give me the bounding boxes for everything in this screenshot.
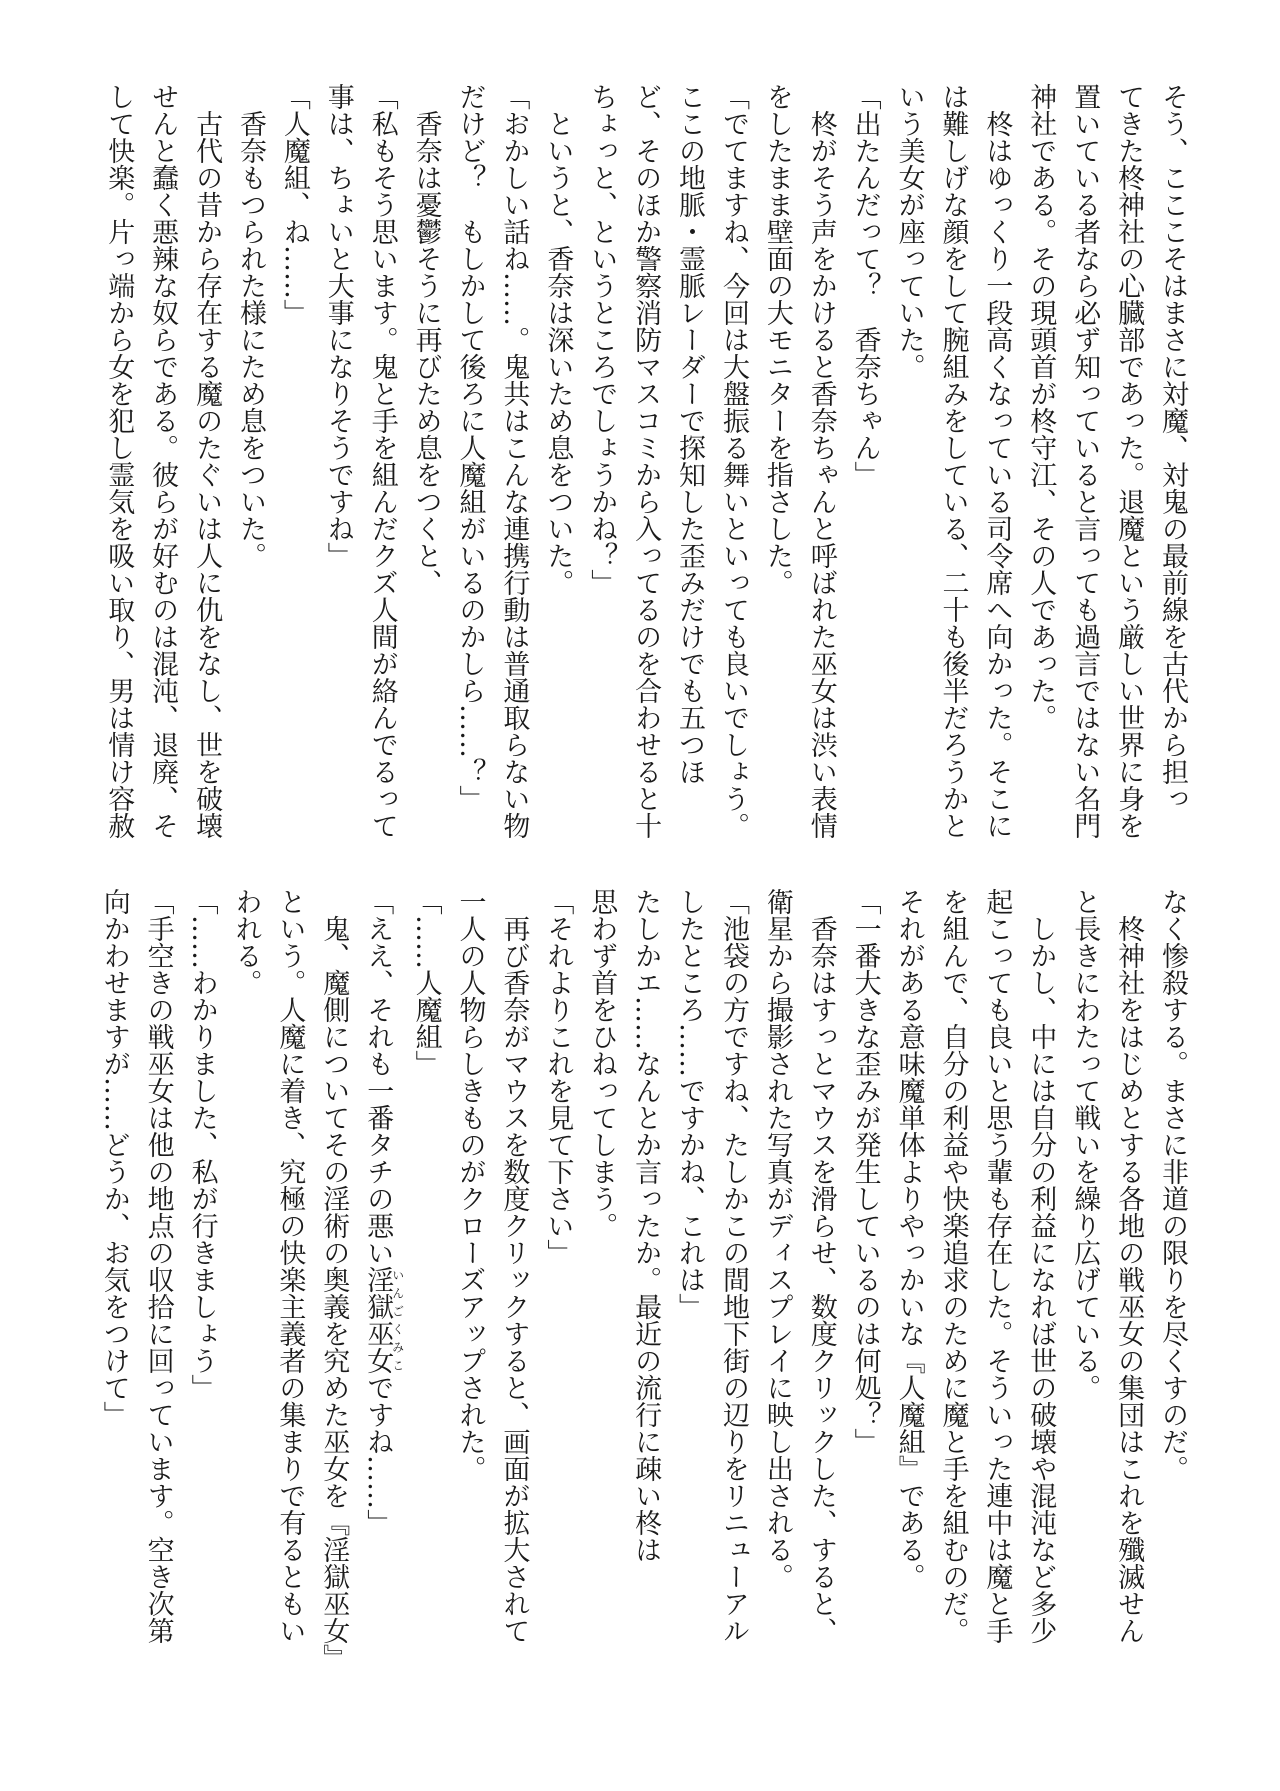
text-line: そう、こここそはまさに対魔、対鬼の最前線を古代から担っ: [1157, 83, 1188, 812]
text-line: を組んで、自分の利益や快楽追求のために魔と手を組むのだ。: [937, 888, 969, 1644]
text-line: 「私もそう思います。鬼と手を組んだクズ人間が絡んでるって: [366, 83, 398, 839]
text-line: しかし、中には自分の利益になれば世の破壊や混沌など多少: [1025, 888, 1057, 1644]
text-line: ど、そのほか警察消防マスコミから入ってるのを合わせると十: [630, 83, 662, 839]
upper-text-block: [96, 83, 1194, 843]
text-line: 「……人魔組」: [410, 888, 442, 1077]
text-line: 「……わかりました、私が行きましょう」: [186, 888, 218, 1401]
lower-text-block: [92, 888, 1194, 1671]
text-line: ここの地脈・霊脈レーダーで探知した歪みだけでも五つほ: [674, 83, 706, 785]
text-line: 香奈もつられた様にため息をついた。: [234, 83, 266, 569]
ruby-reading: いんごくみこ: [390, 1266, 405, 1374]
text-line: 「おかしい話ね……。鬼共はこんな連携行動は普通取らない物: [498, 83, 530, 839]
text-line: だけど？ もしかして後ろに人魔組がいるのかしら……？」: [454, 83, 486, 812]
text-line: てきた柊神社の心臓部であった。退魔という厳しい世界に身を: [1113, 83, 1145, 839]
text-line: 「手空きの戦巫女は他の地点の収拾に回っています。空き次第: [142, 888, 174, 1644]
text-line: 起こっても良いと思う輩も存在した。そういった連中は魔と手: [981, 888, 1013, 1644]
text-line: をしたまま壁面の大モニターを指さした。: [761, 83, 793, 596]
text-line: いう美女が座っていた。: [893, 83, 925, 380]
text-line: 神社である。その現頭首が柊守江、その人であった。: [1025, 83, 1057, 731]
text-line: というと、香奈は深いため息をついた。: [542, 83, 574, 596]
text-line: ちょっと、というところでしょうかね？」: [586, 83, 618, 596]
text-line: は難しげな顔をして腕組みをしている、二十も後半だろうかと: [937, 83, 969, 839]
text-line: 「池袋の方ですね、たしかこの間地下街の辺りをリニューアル: [717, 888, 749, 1644]
text-line: 一人の人物らしきものがクローズアップされた。: [454, 888, 486, 1482]
text-line: と長きにわたって戦いを繰り広げている。: [1069, 888, 1101, 1401]
ruby-line-post: ですね……」: [362, 1374, 394, 1536]
text-line: われる。: [230, 888, 262, 996]
ruby-base: 淫獄巫女: [362, 1266, 394, 1374]
text-line: 「一番大きな歪みが発生しているのは何処？」: [849, 888, 881, 1455]
text-line: したところ……ですかね、これは」: [674, 888, 706, 1320]
text-line: 柊はゆっくり一段高くなっている司令席へ向かった。そこに: [981, 83, 1013, 839]
text-line: 再び香奈がマウスを数度クリックすると、画面が拡大されて: [498, 888, 530, 1644]
ruby-term: [362, 1266, 405, 1374]
text-line: 鬼、魔側についてその淫術の奥義を究めた巫女を『淫獄巫女』: [318, 888, 350, 1671]
text-line: それがある意味魔単体よりやっかいな『人魔組』である。: [893, 888, 925, 1590]
text-line: 柊神社をはじめとする各地の戦巫女の集団はこれを殲滅せん: [1113, 888, 1145, 1644]
text-line: 置いている者なら必ず知っていると言っても過言ではない名門: [1069, 83, 1101, 839]
text-line: 「でてますね、今回は大盤振る舞いといっても良いでしょう。: [717, 83, 749, 839]
text-line: 「それよりこれを見て下さい」: [542, 888, 574, 1266]
text-line: という。人魔に着き、究極の快楽主義者の集まりで有るともい: [274, 888, 306, 1644]
text-line: 向かわせますが……どうか、お気をつけて」: [98, 888, 130, 1428]
text-line: 香奈はすっとマウスを滑らせ、数度クリックした、すると、: [805, 888, 837, 1644]
text-line: 衛星から撮影された写真がディスプレイに映し出される。: [761, 888, 793, 1590]
text-line: 柊がそう声をかけると香奈ちゃんと呼ばれた巫女は渋い表情: [805, 83, 837, 839]
text-line-ruby: [355, 888, 403, 1648]
text-line: して快楽。片っ端から女を犯し霊気を吸い取り、男は情け容赦: [103, 83, 135, 839]
text-line: 「人魔組、ね……」: [278, 83, 310, 326]
text-line: せんと蠢く悪辣な奴らである。彼らが好むのは混沌、退廃、そ: [147, 83, 179, 839]
text-line: 「出たんだって？ 香奈ちゃん」: [849, 83, 881, 488]
text-line: なく惨殺する。まさに非道の限りを尽くすのだ。: [1157, 888, 1188, 1482]
text-line: 香奈は憂鬱そうに再びため息をつくと、: [410, 83, 442, 596]
ruby-line-pre: 「ええ、それも一番タチの悪い: [362, 888, 394, 1266]
text-line: 事は、ちょいと大事になりそうですね」: [322, 83, 354, 569]
text-line: 古代の昔から存在する魔のたぐいは人に仇をなし、世を破壊: [191, 83, 223, 839]
text-line: 思わず首をひねってしまう。: [586, 888, 618, 1239]
text-line: たしかエ……なんとか言ったか。最近の流行に疎い柊は: [630, 888, 662, 1563]
